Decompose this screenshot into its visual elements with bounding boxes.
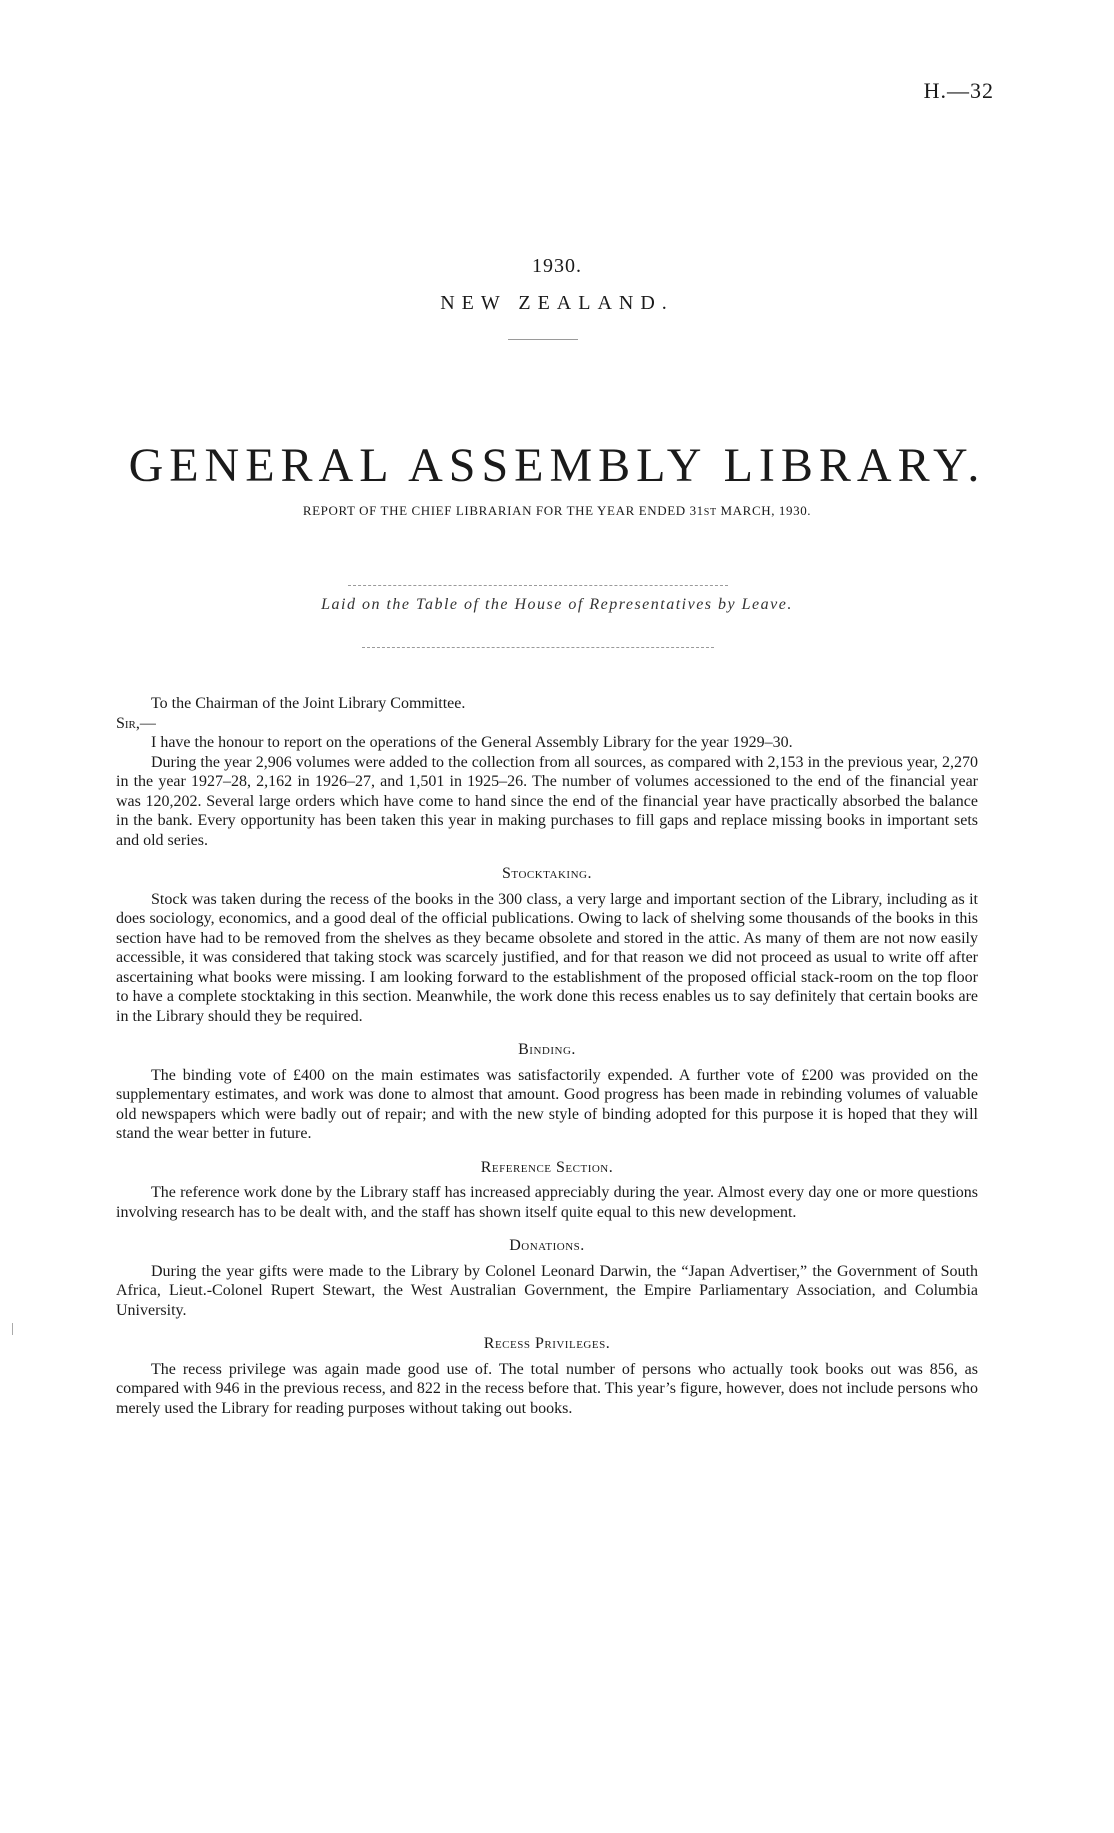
intro-paragraph: I have the honour to report on the operations of the General Assembly Library for the year 1929–30. [151, 734, 793, 751]
upper-rule [348, 585, 728, 586]
subtitle-text-after: MARCH, 1930. [716, 503, 812, 518]
short-rule [508, 339, 578, 340]
document-subtitle [0, 503, 1114, 519]
subtitle-text-before: REPORT OF THE CHIEF LIBRARIAN FOR THE YEAR ENDED 31 [302, 503, 704, 518]
document-title: GENERAL ASSEMBLY LIBRARY. [128, 439, 986, 492]
laid-on-table-notice: Laid on the Table of the House of Representatives by Leave. [321, 596, 793, 613]
subtitle-ordinal-suffix: ST [703, 507, 717, 518]
section-text-donations: During the year gifts were made to the Library by Colonel Leonard Darwin, the “Japan Advertiser,” the Government of South Africa, Lieut.-Colonel Rupert Stewart, the West Australian Government, the Empire Parliamentary Association, and Columbia University. [116, 1262, 978, 1319]
section-text-recess-privileges: The recess privilege was again made good use of. The total number of persons who actually took books out was 856, as compared with 946 in the previous recess, and 822 in the recess before that. This year’s figure, however, does not include persons who merely used the Library for reading purposes without taking out books. [116, 1360, 978, 1417]
section-text-binding: The binding vote of £400 on the main estimates was satisfactorily expended. A further vote of £200 was provided on the supplementary estimates, and work was done to almost that amount. Good progress has been made in rebinding volumes of valuable old newspapers which were badly out of repair; and with the new style of binding adopted for this purpose it is hoped that they will stand the wear better in future. [116, 1066, 978, 1142]
report-body [116, 694, 978, 1418]
section-heading-reference: Reference Section. [480, 1158, 614, 1176]
country-heading: NEW ZEALAND. [440, 292, 674, 314]
section-heading-binding: Binding. [518, 1041, 576, 1058]
sir-greeting: Sir,— [116, 714, 156, 732]
section-heading-donations: Donations. [509, 1237, 585, 1254]
margin-mark [12, 1323, 13, 1335]
lower-rule [362, 647, 714, 648]
page-reference: H.—32 [923, 78, 994, 103]
salutation: To the Chairman of the Joint Library Committee. [151, 695, 466, 712]
section-heading-recess-privileges: Recess Privileges. [483, 1335, 611, 1352]
section-text-reference: The reference work done by the Library staff has increased appreciably during the year. Almost every day one or more questions involving research has to be dealt with, and the staff has shown itself quite equal to this new development. [116, 1184, 978, 1221]
report-year: 1930. [532, 255, 582, 277]
section-text-stocktaking: Stock was taken during the recess of the books in the 300 class, a very large and important section of the Library, including as it does sociology, economics, and a good deal of the official publications. Owing to lack of shelving some thousands of the books in this section have had to be removed from the shelves as they became obsolete and stored in the attic. As many of them are not now easily accessible, it was considered that taking stock was scarcely justified, and for that reason we did not proceed as usual to write off after ascertaining what books were missing. I am looking forward to the establishment of the proposed official stack-room on the top floor to have a complete stocktaking in this section. Meanwhile, the work done this recess enables us to say definitely that certain books are in the Library should they be required. [116, 890, 978, 1025]
section-heading-stocktaking: Stocktaking. [502, 865, 592, 882]
intro-paragraph: During the year 2,906 volumes were added to the collection from all sources, as compared with 2,153 in the previous year, 2,270 in the year 1927–28, 2,162 in 1926–27, and 1,501 in 1925–26. The number of volumes accessioned to the end of the financial year was 120,202. Several large orders which have come to hand since the end of the financial year have practically absorbed the balance in the bank. Every opportunity has been taken this year in making purchases to fill gaps and replace missing books in important sets and old series. [116, 753, 978, 849]
